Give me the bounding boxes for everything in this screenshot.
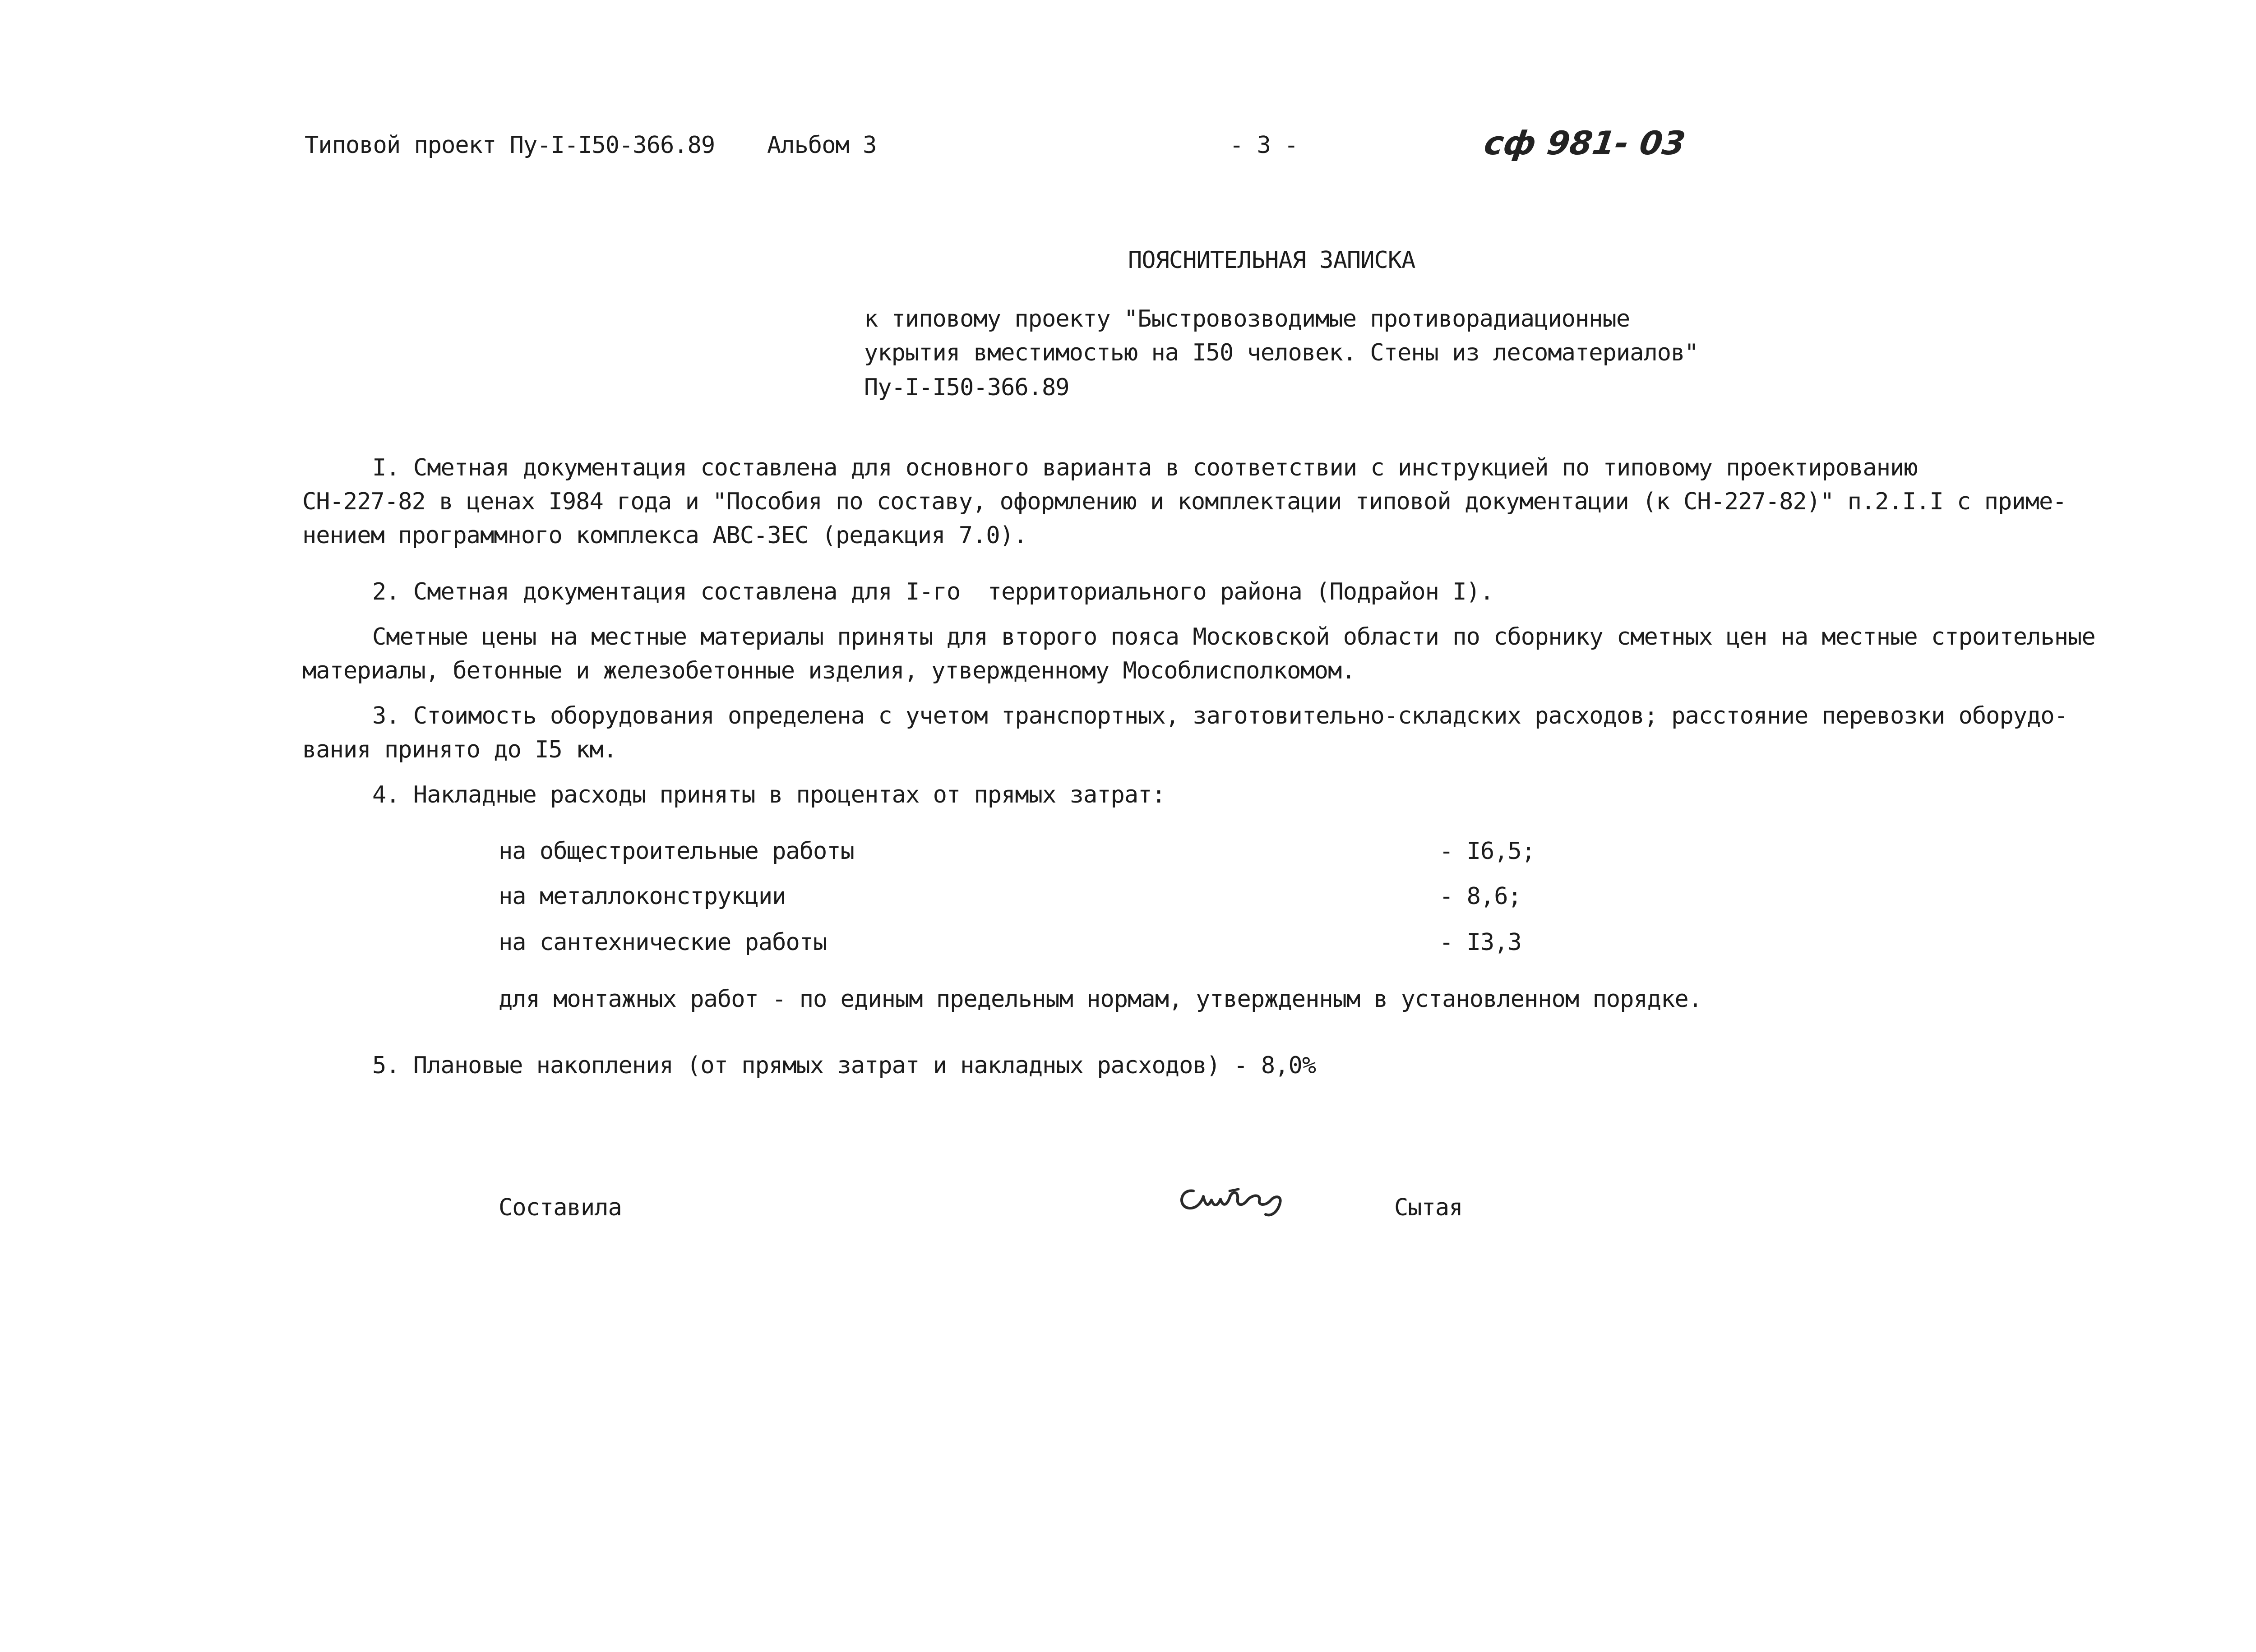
paragraph-4-note: для монтажных работ - по единым предельным нормам, утвержденным в установленном порядке. bbox=[499, 986, 1702, 1013]
overhead-value: - I6,5; bbox=[1439, 838, 1535, 865]
page-title: ПОЯСНИТЕЛЬНАЯ ЗАПИСКА bbox=[1128, 247, 1415, 274]
overhead-value: - I3,3 bbox=[1439, 929, 1521, 956]
paragraph-4: 4. Накладные расходы приняты в процентах от прямых затрат: bbox=[372, 781, 1165, 808]
overhead-label: на металлоконструкции bbox=[499, 883, 786, 910]
compiled-label: Составила bbox=[499, 1194, 622, 1221]
handwritten-signature bbox=[1175, 1173, 1311, 1223]
subtitle-line-3: Пу-I-I50-366.89 bbox=[864, 374, 1069, 401]
compiler-name: Сытая bbox=[1394, 1194, 1463, 1221]
paragraph-5: 5. Плановые накопления (от прямых затрат и накладных расходов) - 8,0% bbox=[372, 1052, 1316, 1079]
paragraph-3-line-2: вания принято до I5 км. bbox=[302, 736, 617, 763]
header-project: Типовой проект Пу-I-I50-366.89 bbox=[305, 132, 715, 159]
subtitle-line-1: к типовому проекту "Быстровозводимые противорадиационные bbox=[864, 305, 1630, 332]
overhead-value: - 8,6; bbox=[1439, 883, 1521, 910]
paragraph-3-line-1: 3. Стоимость оборудования определена с учетом транспортных, заготовительно-складских расходов; расстояние перевозки оборудо- bbox=[372, 702, 2068, 729]
subtitle-line-2: укрытия вместимостью на I50 человек. Стены из лесоматериалов" bbox=[864, 339, 1698, 366]
paragraph-1-line-2: СН-227-82 в ценах I984 года и "Пособия по составу, оформлению и комплектации типовой документации (к СН-227-82)" п.2.I.I с приме- bbox=[302, 488, 2066, 515]
document-code: сф 981- 03 bbox=[1482, 124, 1688, 162]
overhead-label: на общестроительные работы bbox=[499, 838, 854, 865]
overhead-label: на сантехнические работы bbox=[499, 929, 827, 956]
paragraph-1-line-1: I. Сметная документация составлена для основного варианта в соответствии с инструкцией по типовому проектированию bbox=[372, 454, 1918, 481]
paragraph-2b-line-2: материалы, бетонные и железобетонные изделия, утвержденному Мособлисполкомом. bbox=[302, 657, 1355, 684]
paragraph-2b-line-1: Сметные цены на местные материалы приняты для второго пояса Московской области по сборнику сметных цен на местные строительные bbox=[372, 623, 2095, 651]
header-album: Альбом 3 bbox=[767, 132, 877, 159]
paragraph-2: 2. Сметная документация составлена для I-го территориального района (Подрайон I). bbox=[372, 578, 1494, 605]
paragraph-1-line-3: нением программного комплекса АВС-ЗЕС (редакция 7.0). bbox=[302, 522, 1027, 549]
page-number: - 3 - bbox=[1230, 132, 1298, 159]
